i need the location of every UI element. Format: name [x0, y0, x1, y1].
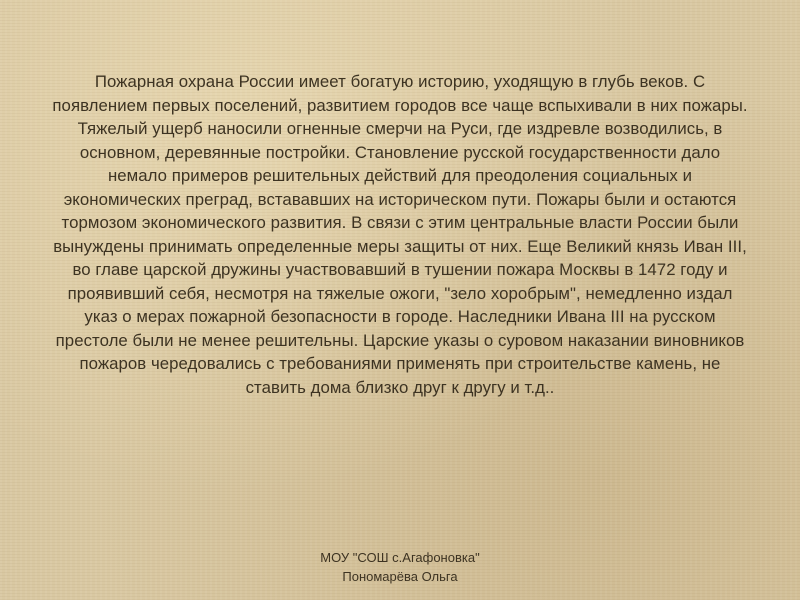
slide-footer [250, 548, 550, 586]
footer-school: МОУ "СОШ с.Агафоновка" [320, 550, 480, 565]
history-paragraph: Пожарная охрана России имеет богатую историю, уходящую в глубь веков. С появлением первых поселений, развитием городов все чаще вспыхивали в них пожары. Тяжелый ущерб наносили огненные смерчи на Руси, где издревле возводились, в основном, деревянные постройки. Становление русской государственности дало немало примеров решительных действий для преодоления социальных и экономических преград, встававших на историческом пути. Пожары были и остаются тормозом экономического развития. В связи с этим центральные власти России были вынуждены принимать определенные меры защиты от них. Еще Великий князь Иван III, во главе царской дружины участвовавший в тушении пожара Москвы в 1472 году и проявивший себя, несмотря на тяжелые ожоги, "зело хоробрым", немедленно издал указ о мерах пожарной безопасности в городе. Наследники Ивана III на русском престоле были не менее решительны. Царские указы о суровом наказании виновников пожаров чередовались с требованиями применять при строительстве камень, не ставить дома близко друг к другу и т.д.. [52, 72, 748, 397]
footer-author: Пономарёва Ольга [342, 569, 458, 584]
